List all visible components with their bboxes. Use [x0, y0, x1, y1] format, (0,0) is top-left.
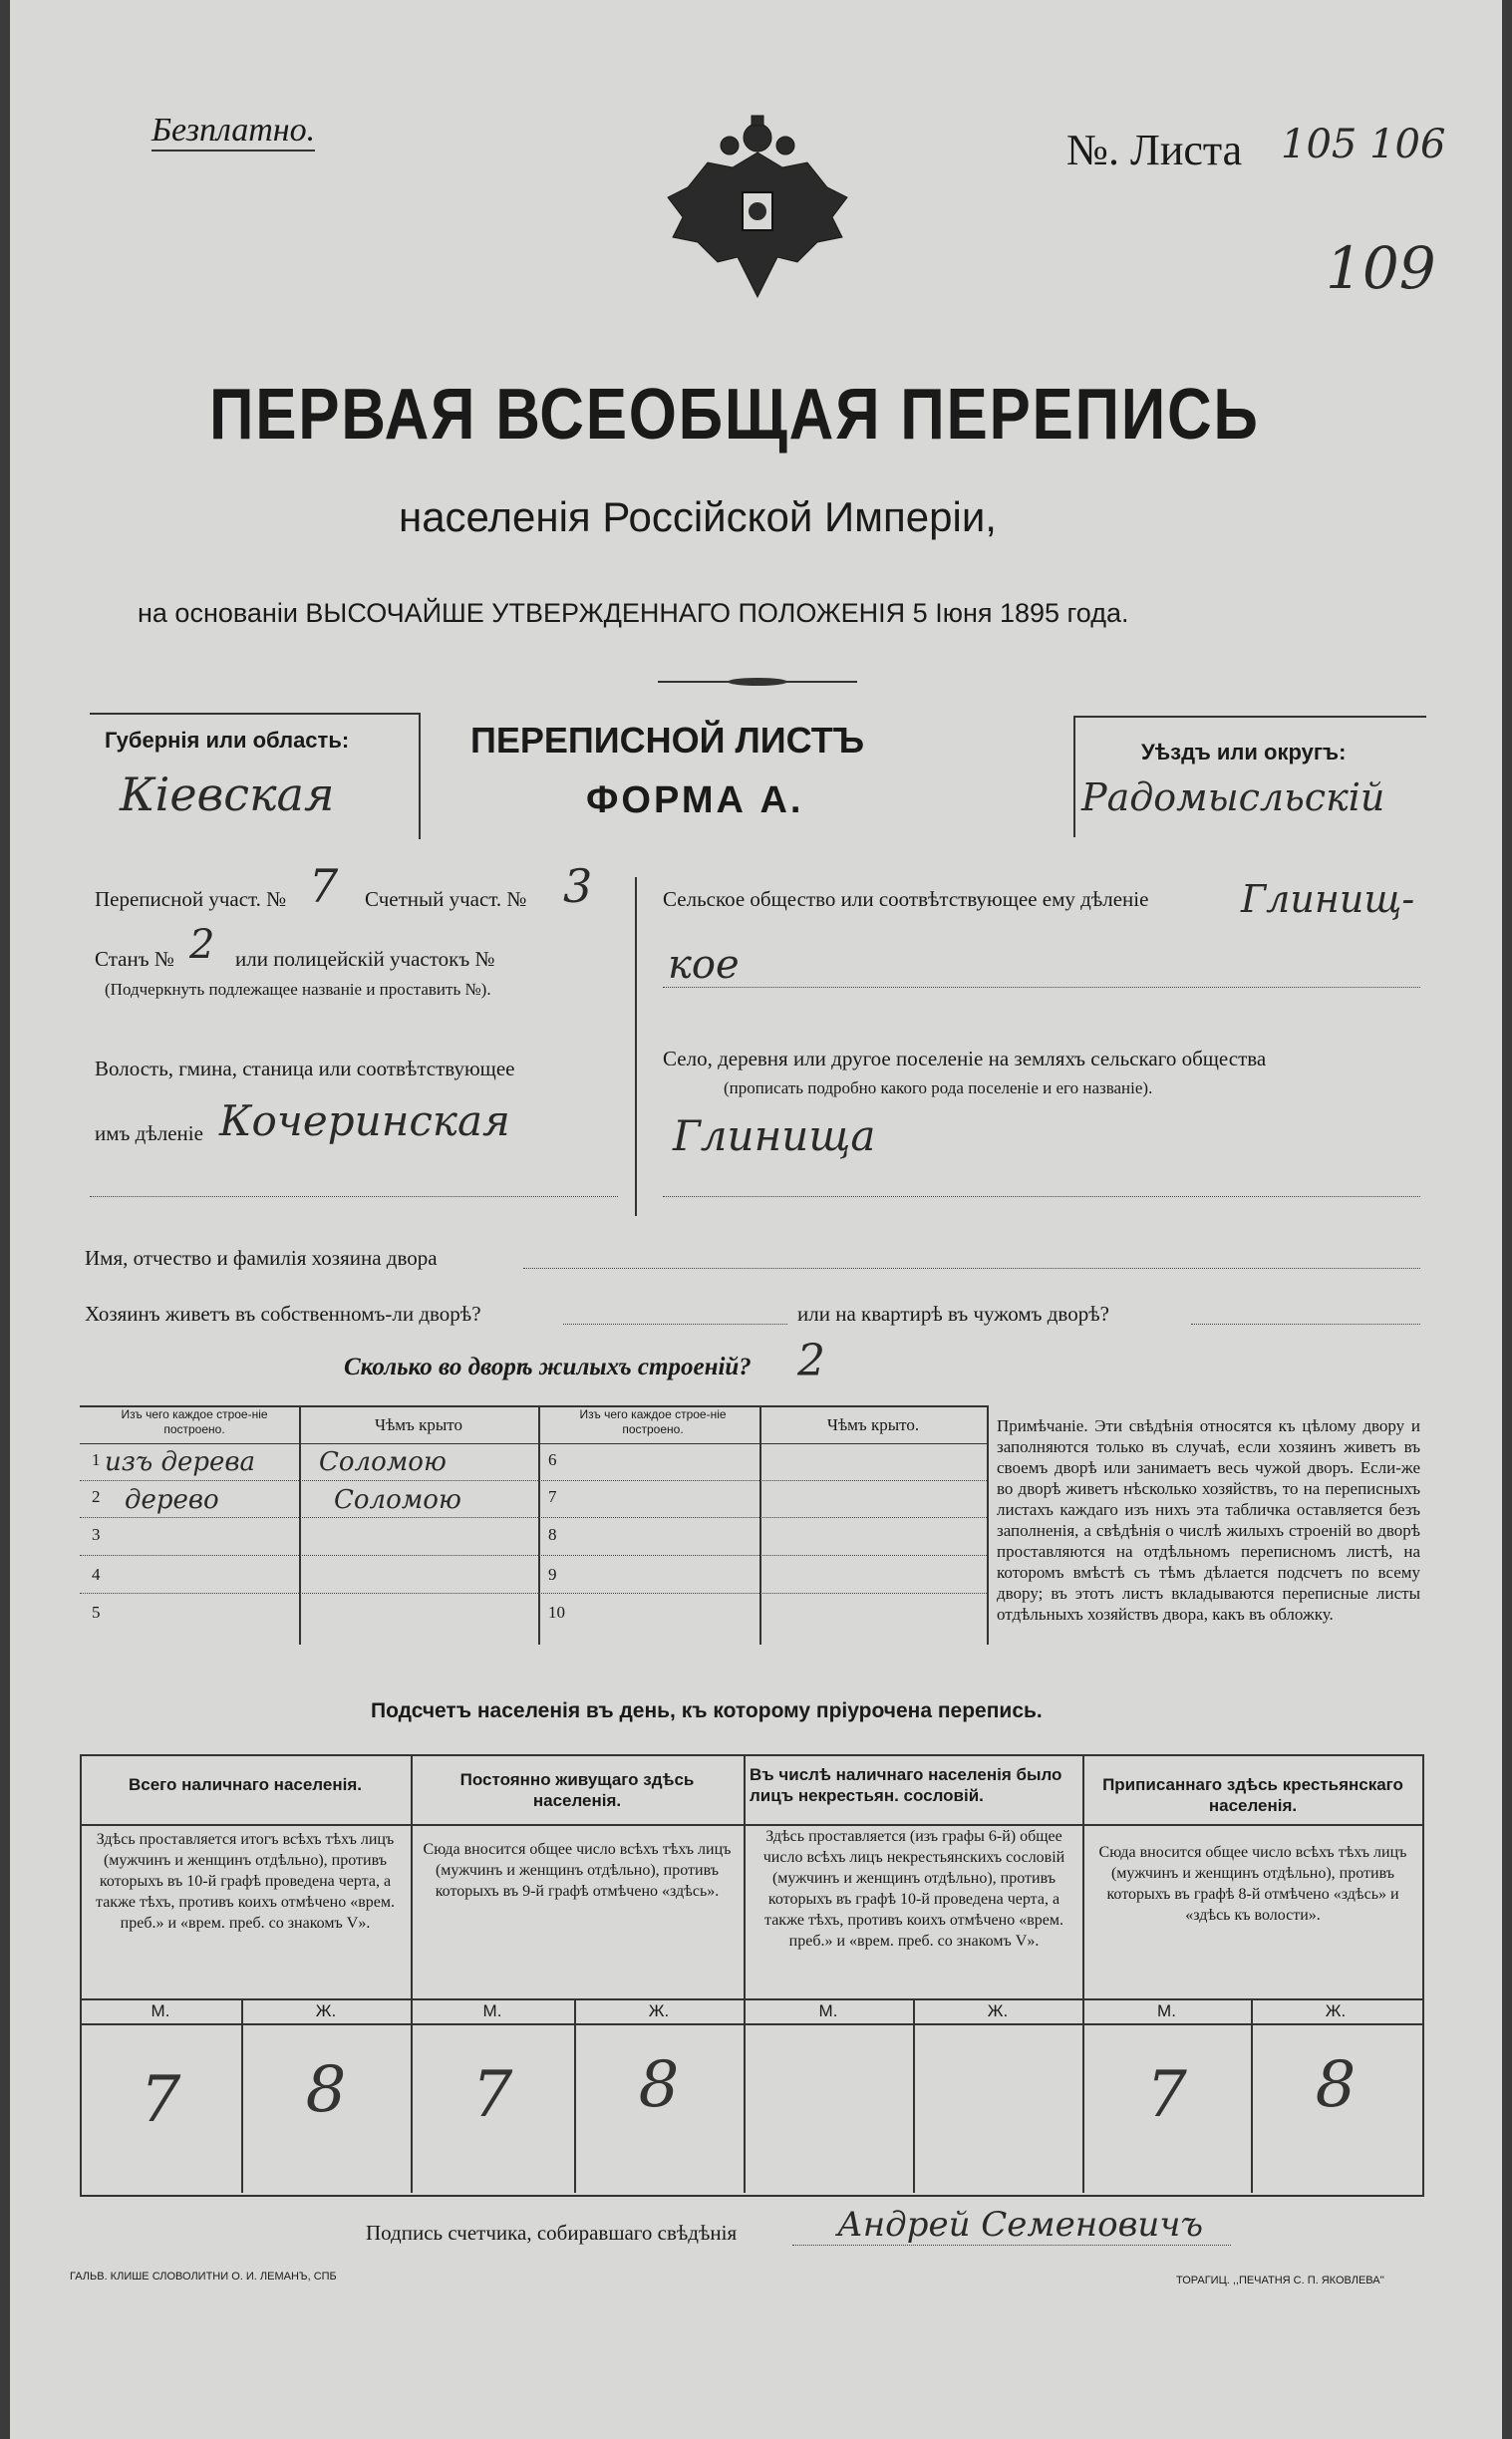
- basis-line: на основаніи ВЫСОЧАЙШЕ УТВЕРЖДЕННАГО ПОЛОЖЕНІЯ 5 Іюня 1895 года.: [138, 598, 1129, 628]
- owner-apartment-label: или на квартирѣ въ чужомъ дворѣ?: [797, 1302, 1109, 1326]
- form-title: ПЕРЕПИСНОЙ ЛИСТЪ: [470, 720, 865, 761]
- police-label: или полицейскій участокъ №: [235, 947, 495, 971]
- fields-divider: [635, 877, 637, 1216]
- gubernia-label: Губернія или область:: [105, 728, 350, 753]
- pop-col-1-f: 8: [305, 2053, 347, 2127]
- form-subtitle: ФОРМА А.: [586, 779, 804, 821]
- pop-col-4-text: Сюда вносится общее число всѣхъ тѣхъ лицъ (мужчинъ и женщинъ отдѣльно), противъ которыхъ въ графѣ 8-й отмѣчено «здѣсь» и «здѣсь къ волости».: [1098, 1844, 1407, 1924]
- footer-left: ГАЛЬВ. КЛИШЕ СЛОВОЛИТНИ О. И. ЛЕМАНЪ, СПБ: [70, 2271, 337, 2283]
- village-note: (прописать подробно какого рода поселеніе и его названіе).: [724, 1078, 1153, 1097]
- census-district-value: 7: [309, 859, 339, 913]
- pop-col-1-m-label: М.: [151, 2001, 170, 2020]
- census-sheet: [10, 0, 1502, 2439]
- society-value-2: кое: [668, 942, 740, 988]
- sheet-no-label: №. Листа: [1066, 126, 1243, 174]
- sheet-no-extra: 109: [1326, 234, 1436, 302]
- pop-col-3-head: Въ числѣ наличнаго населенія было лицъ некрестьян. сословій.: [750, 1765, 1062, 1805]
- sheet-no-values: 105 106: [1281, 122, 1446, 167]
- pop-col-4-m: 7: [1146, 2058, 1187, 2132]
- buildings-value: 2: [797, 1336, 825, 1386]
- owner-name-label: Имя, отчество и фамилія хозяина двора: [85, 1246, 438, 1270]
- remark-note: Примѣчаніе. Эти свѣдѣнія относятся къ цѣлому двору и заполняются только въ случаѣ, если хозяинъ живетъ въ своемъ дворѣ или занимаетъ весь чужой дворъ. Если-же во дворѣ живетъ нѣсколько хозяйствъ, то на переписныхъ листахъ каждаго изъ нихъ эта табличка оставляется безъ заполненія, а свѣдѣнія о числѣ жилыхъ строеній во дворѣ проставляются на отдѣльномъ переписномъ листѣ, на которомъ вмѣстѣ съ тѣмъ дѣлается подсчетъ по всему двору; въ этотъ листъ вкладываются переписные листы отдѣльныхъ хозяйствъ двора, какъ въ обложку.: [997, 1416, 1420, 1624]
- pop-col-4-f: 8: [1315, 2048, 1357, 2122]
- ornament-divider-icon: [658, 672, 857, 682]
- free-label: Безплатно.: [151, 112, 315, 152]
- pop-col-1-head: Всего наличнаго населенія.: [129, 1775, 362, 1794]
- stan-value: 2: [189, 922, 215, 968]
- society-value-1: Глинищ-: [1241, 877, 1415, 921]
- census-district-label: Переписной участ. №: [95, 887, 287, 911]
- eagle-emblem-icon: [648, 108, 867, 307]
- col-roof: Чѣмъ крыто: [375, 1415, 462, 1434]
- row-3-n: 3: [92, 1525, 101, 1544]
- buildings-label: Сколько во дворѣ жилыхъ строеній?: [344, 1354, 752, 1380]
- pop-col-3-m-label: М.: [818, 2001, 838, 2020]
- pop-col-3-text: Здѣсь проставляется (изъ графы 6-й) общее число всѣхъ лицъ некрестьянскихъ сословій (мужчинъ и женщинъ отдѣльно), противъ которыхъ въ графѣ 10-й проведена черта, а также тѣхъ, противъ коихъ отмѣчено «врем. преб.» и «врем. преб. со знакомъ V».: [762, 1828, 1065, 1950]
- pop-col-2-f: 8: [638, 2048, 680, 2122]
- pop-col-1-m: 7: [140, 2063, 181, 2137]
- pop-col-4-m-label: М.: [1157, 2001, 1176, 2020]
- row-10-n: 10: [548, 1603, 565, 1622]
- count-district-label: Счетный участ. №: [365, 887, 527, 911]
- col-material: Изъ чего каждое строе-ніе построено.: [121, 1407, 268, 1436]
- row-1-roof: Соломою: [319, 1447, 447, 1477]
- footer-right: ТОРАГИЦ. ,,ПЕЧАТНЯ С. П. ЯКОВЛЕВА'': [1176, 2275, 1384, 2287]
- owner-lives-label: Хозяинъ живетъ въ собственномъ-ли дворѣ?: [85, 1302, 481, 1326]
- pop-col-2-f-label: Ж.: [648, 2001, 670, 2020]
- population-heading: Подсчетъ населенія въ день, къ которому пріурочена перепись.: [371, 1699, 1043, 1722]
- row-2-roof: Соломою: [334, 1485, 461, 1515]
- pop-col-2-m: 7: [471, 2058, 513, 2132]
- count-district-value: 3: [563, 859, 593, 913]
- row-5-n: 5: [92, 1603, 101, 1622]
- pop-col-2-text: Сюда вносится общее число всѣхъ тѣхъ лицъ (мужчинъ и женщинъ отдѣльно), противъ которыхъ въ 9-й графѣ отмѣчено «здѣсь».: [423, 1841, 732, 1900]
- stan-label: Станъ №: [95, 947, 174, 971]
- pop-col-1-f-label: Ж.: [315, 2001, 337, 2020]
- pop-col-4-f-label: Ж.: [1325, 2001, 1347, 2020]
- row-1-material: изъ дерева: [105, 1447, 256, 1477]
- row-2-n: 2: [92, 1487, 101, 1506]
- col-material-2: Изъ чего каждое строе-ніе построено.: [579, 1407, 727, 1436]
- row-4-n: 4: [92, 1565, 101, 1584]
- society-label: Сельское общество или соотвѣтствующее ему дѣленіе: [663, 887, 1149, 911]
- signature-value: Андрей Семеновичъ: [837, 2205, 1204, 2245]
- col-roof-2: Чѣмъ крыто.: [826, 1415, 920, 1434]
- row-6-n: 6: [548, 1450, 557, 1469]
- pop-col-3-f-label: Ж.: [987, 2001, 1009, 2020]
- signature-label: Подпись счетчика, собиравшаго свѣдѣнія: [366, 2221, 738, 2245]
- row-9-n: 9: [548, 1565, 557, 1584]
- gubernia-value: Кіевская: [120, 767, 335, 821]
- row-7-n: 7: [548, 1487, 557, 1506]
- underline-note: (Подчеркнуть подлежащее названіе и проставить №).: [105, 980, 491, 999]
- volost-value: Кочеринская: [219, 1096, 510, 1145]
- sub-title: населенія Россійской Имперіи,: [399, 493, 997, 540]
- pop-col-4-head: Приписаннаго здѣсь крестьянскаго населенія.: [1102, 1775, 1403, 1815]
- pop-col-1-text: Здѣсь проставляется итогъ всѣхъ тѣхъ лицъ (мужчинъ и женщинъ отдѣльно), противъ которыхъ въ 10-й графѣ проведена черта, а также тѣхъ, противъ коихъ отмѣчено «врем. преб.» и «врем. преб. со знакомъ V».: [96, 1831, 395, 1932]
- row-1-n: 1: [92, 1450, 101, 1469]
- pop-col-2-head: Постоянно живущаго здѣсь населенія.: [459, 1770, 695, 1810]
- uezd-label: Уѣздъ или округъ:: [1141, 740, 1347, 764]
- row-2-material: дерево: [125, 1485, 219, 1515]
- main-title: ПЕРВАЯ ВСЕОБЩАЯ ПЕРЕПИСЬ: [209, 375, 1260, 455]
- row-8-n: 8: [548, 1525, 557, 1544]
- uezd-value: Радомысльскій: [1081, 775, 1385, 819]
- village-label: Село, деревня или другое поселеніе на земляхъ сельскаго общества: [663, 1047, 1267, 1070]
- volost-label-2: имъ дѣленіе: [95, 1121, 203, 1145]
- village-value: Глинища: [673, 1111, 876, 1160]
- pop-col-2-m-label: М.: [482, 2001, 502, 2020]
- volost-label-1: Волость, гмина, станица или соотвѣтствующее: [95, 1057, 515, 1080]
